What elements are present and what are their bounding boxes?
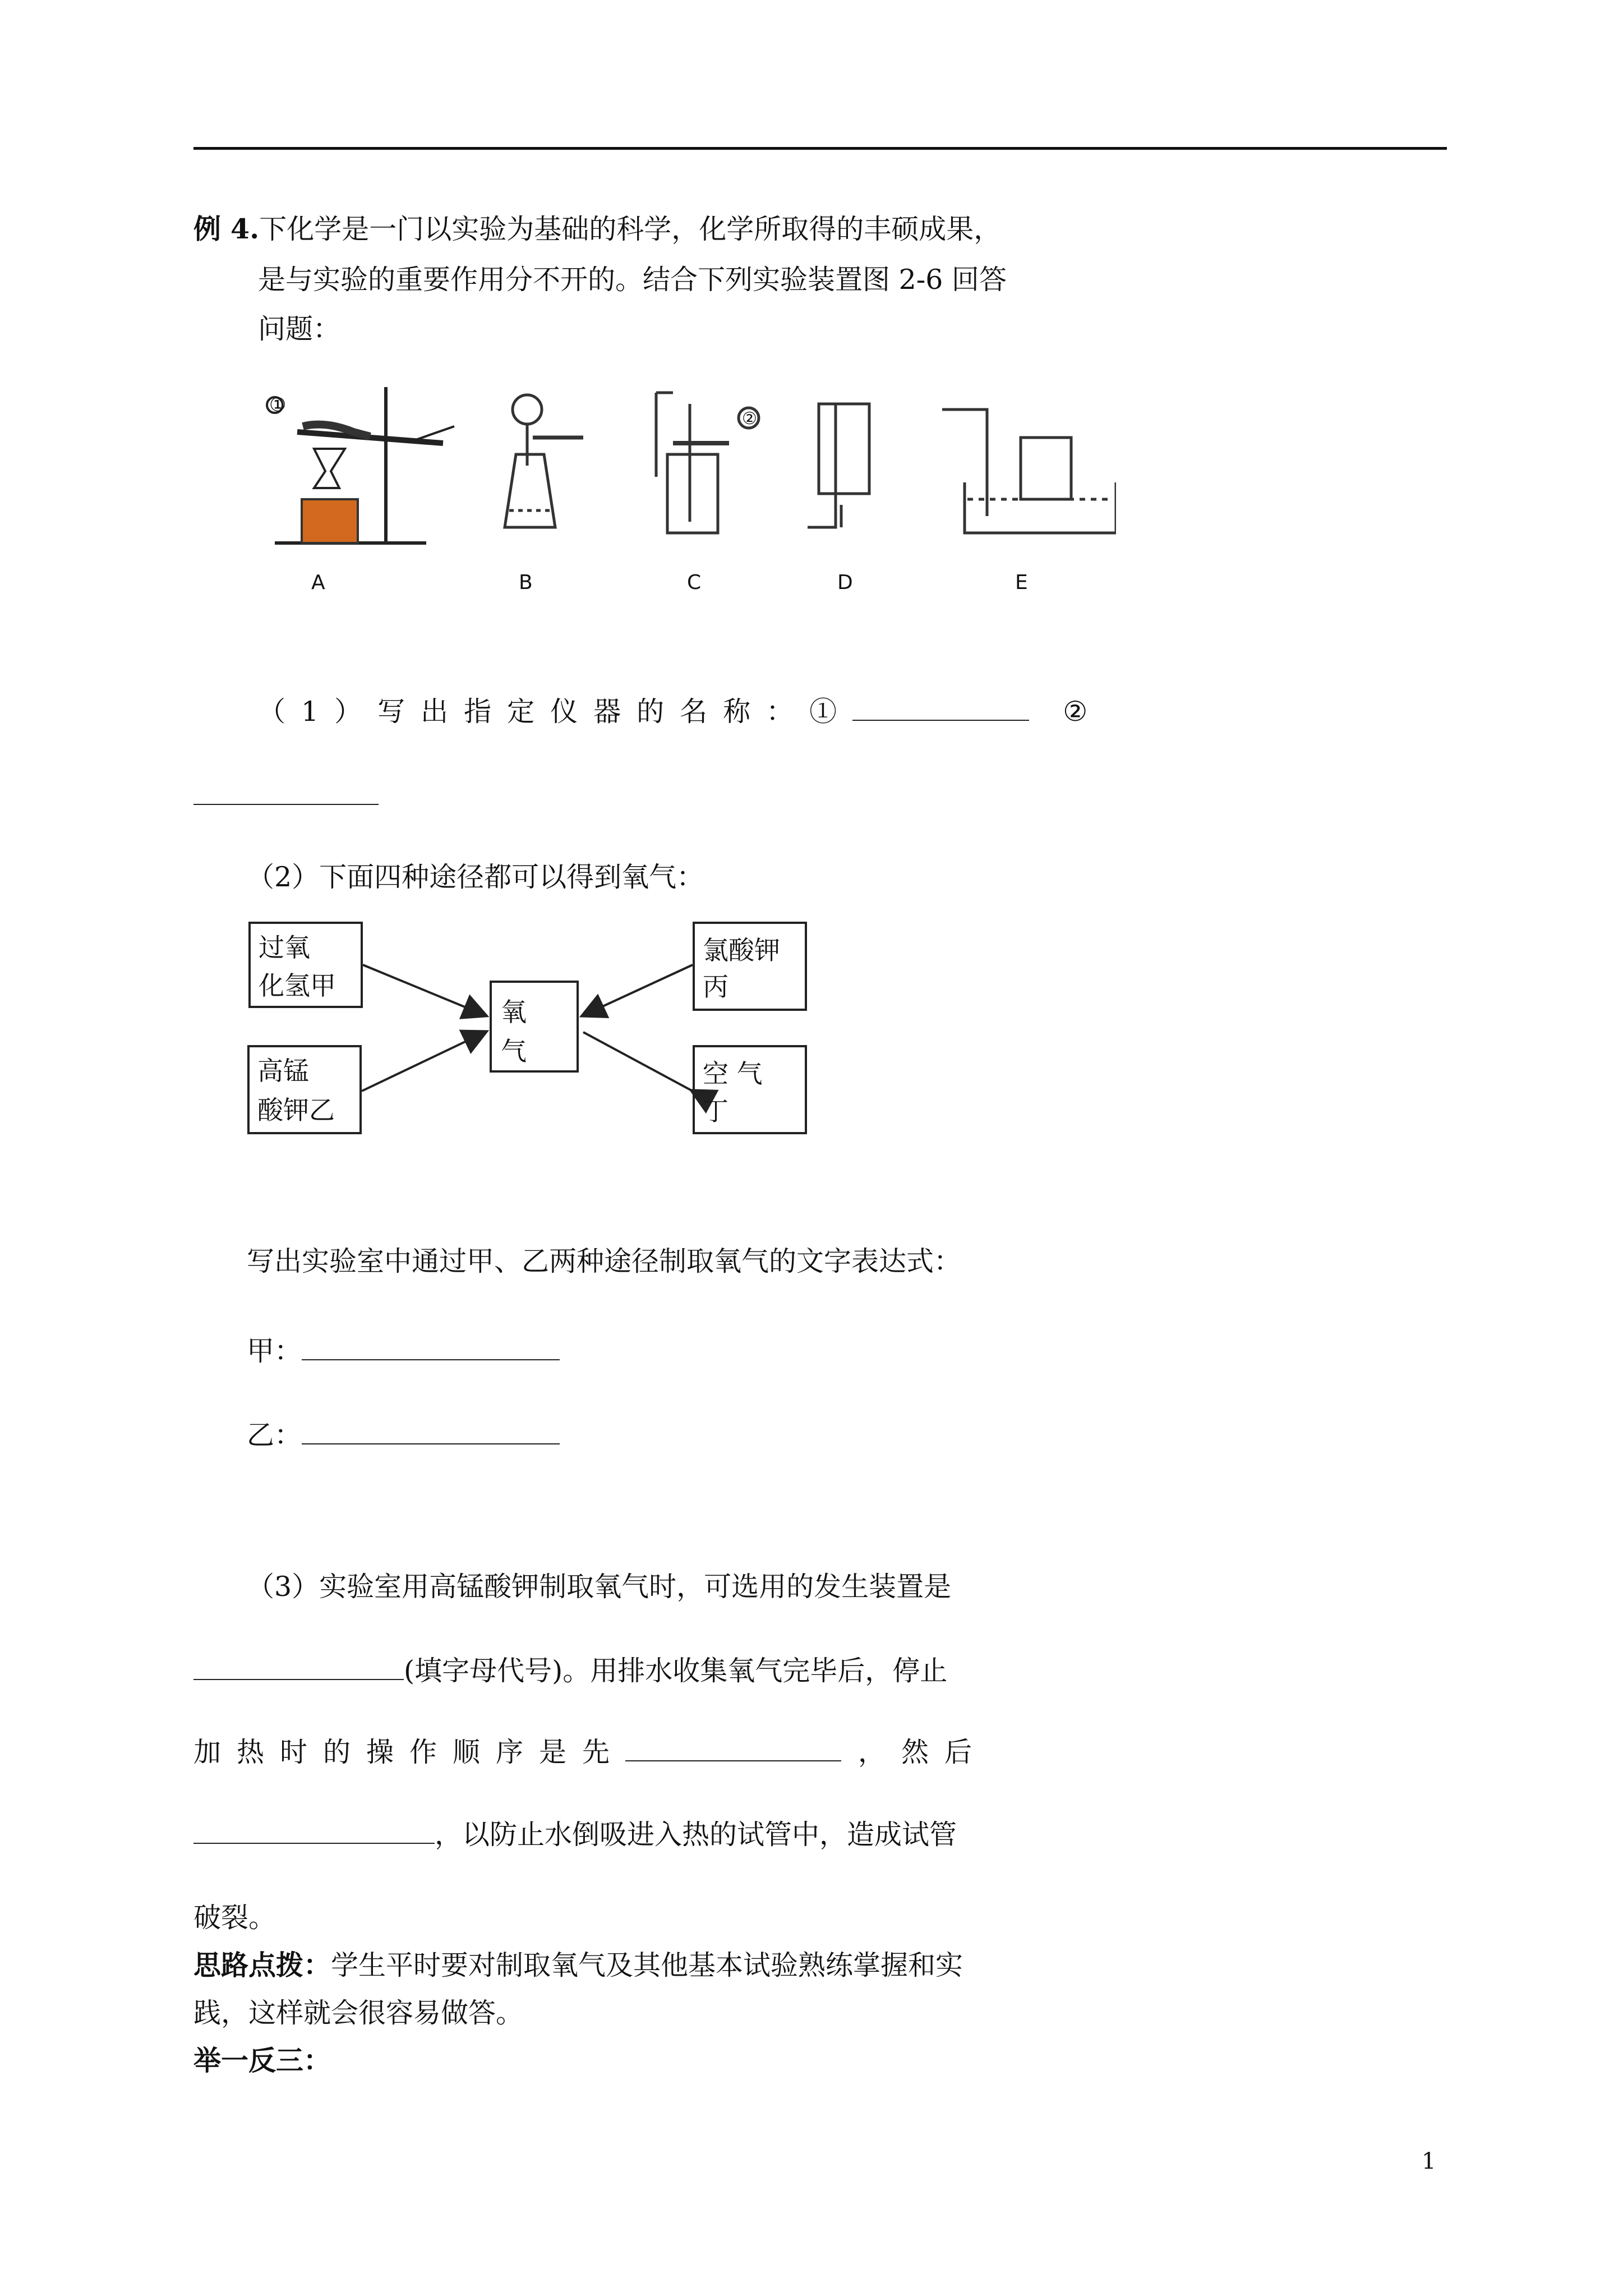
q3-line-5: 破裂。 [193, 1902, 276, 1934]
hint-line-1: 思路点拨：学生平时要对制取氧气及其他基本试验熟练掌握和实 [193, 1949, 963, 1981]
apparatus-d [808, 404, 869, 527]
apparatus-figure [241, 370, 1116, 595]
answer-blank-jia[interactable] [302, 1337, 560, 1360]
extend-label: 举一反三： [193, 2044, 331, 2077]
label-a: A [311, 571, 325, 594]
ding-line-2: 丁 [703, 1096, 728, 1126]
bing-line-2: 丙 [703, 972, 728, 1002]
page-number: 1 [1422, 2148, 1436, 2174]
bing-line-1: 氯酸钾 [703, 935, 780, 965]
q3-line-2: (填字母代号)。用排水收集氧气完毕后，停止 [193, 1649, 947, 1688]
oxygen-line-2: 气 [501, 1036, 527, 1066]
ding-line-1: 空 气 [703, 1059, 763, 1089]
jia-line-1: 过氧 [259, 932, 310, 963]
label-e: E [1015, 571, 1028, 594]
write-instruction: 写出实验室中通过甲、乙两种途径制取氧气的文字表达式： [247, 1245, 962, 1277]
example-line-2: 是与实验的重要作用分不开的。结合下列实验装置图 2-6 回答 [258, 264, 1007, 296]
apparatus-b [505, 395, 583, 527]
example-line-1: 例 4.下化学是一门以实验为基础的科学，化学所取得的丰硕成果， [193, 213, 1002, 245]
oxygen-line-1: 氧 [501, 997, 527, 1027]
answer-blank-yi[interactable] [302, 1421, 560, 1444]
apparatus-a [267, 387, 454, 543]
header-rule [193, 147, 1447, 150]
q3-line-1: （3）实验室用高锰酸钾制取氧气时，可选用的发生装置是 [247, 1571, 952, 1603]
apparatus-e [942, 409, 1116, 533]
yi-line-1: 高锰 [257, 1056, 309, 1086]
label-d: D [837, 571, 853, 594]
q1-marker-2: ② [1063, 696, 1088, 728]
q1-line [258, 690, 1087, 729]
label-b: B [519, 571, 533, 594]
answer-blank-2[interactable] [193, 781, 379, 805]
example-line-3: 问题： [258, 313, 341, 345]
marker-1: ① [269, 394, 287, 416]
answer-blank-then[interactable] [193, 1820, 435, 1844]
oxygen-sources-diagram [238, 912, 822, 1147]
hint-line-2: 践，这样就会很容易做答。 [193, 1997, 524, 2029]
answer-blank-1[interactable] [852, 697, 1029, 721]
q2-text: （2）下面四种途径都可以得到氧气： [247, 861, 704, 893]
yi-line-2: 酸钾乙 [257, 1095, 335, 1125]
label-c: C [687, 571, 702, 594]
answer-blank-device[interactable] [193, 1657, 404, 1680]
marker-2: ② [742, 409, 757, 429]
example-label: 例 4. [193, 213, 260, 245]
yi-answer-line: 乙： [247, 1414, 560, 1453]
answer-blank-first[interactable] [625, 1738, 841, 1761]
hint-label: 思路点拨： [193, 1949, 331, 1981]
jia-answer-line: 甲： [247, 1329, 560, 1369]
q1-line-2 [193, 780, 379, 812]
q3-line-4: ，以防止水倒吸进入热的试管中，造成试管 [193, 1813, 957, 1852]
q3-line-3: 加热时的操作顺序是先 ，然后 [193, 1736, 988, 1768]
q1-text: （1）写出指定仪器的名称：① [258, 696, 853, 728]
jia-line-2: 化氢甲 [259, 970, 336, 1001]
